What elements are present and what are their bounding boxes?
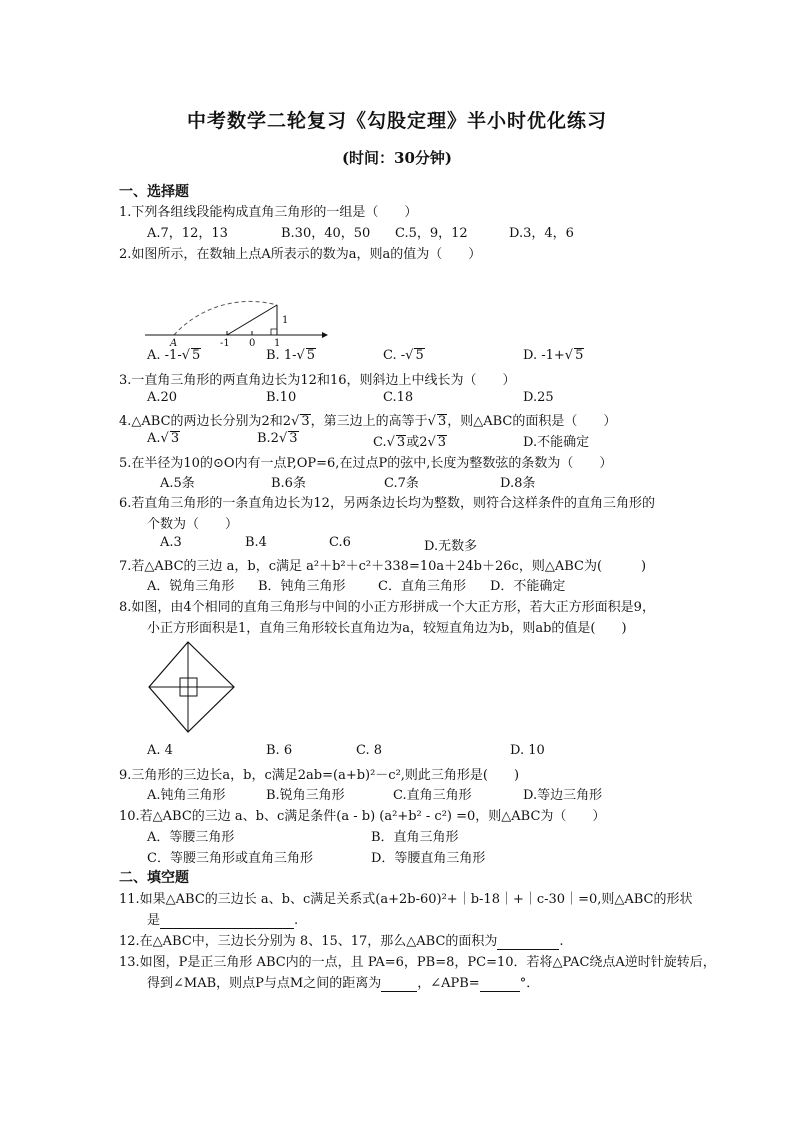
section-fill-heading: 二、填空题	[119, 870, 189, 886]
q4-option-d: D.不能确定	[523, 435, 590, 450]
q9-option-d: D.等边三角形	[523, 788, 603, 803]
q6-option-b: B.4	[245, 535, 267, 550]
q8-option-a: A. 4	[147, 743, 173, 758]
q1-option-b: B.30，40，50	[281, 226, 371, 241]
question-9: 9.三角形的三边长a，b，c满足2ab=(a+b)²－c²,则此三角形是( )	[119, 768, 520, 783]
square-figure	[146, 640, 236, 734]
q6-option-a: A.3	[160, 535, 182, 550]
question-3: 3.一直角三角形的两直角边长为12和16，则斜边上中线长为（ ）	[119, 373, 516, 388]
q3-option-d: D.25	[523, 390, 554, 405]
question-8-line2: 小正方形面积是1，直角三角形较长直角边为a，较短直角边为b，则ab的值是( )	[147, 621, 627, 636]
q9-option-b: B.锐角三角形	[266, 788, 345, 803]
question-13-line2: 得到∠MAB，则点P与点M之间的距离为 ，∠APB= °．	[147, 976, 540, 991]
q10-option-c: C．等腰三角形或直角三角形	[147, 851, 313, 866]
q11-answer-blank[interactable]	[160, 913, 294, 929]
question-4: 4.△ABC的两边长分别为2和2√ 3，第三边上的高等于√ 3，则△ABC的面积是（ ）	[119, 414, 617, 429]
q9-option-c: C.直角三角形	[393, 788, 472, 803]
q5-option-d: D.8条	[500, 476, 536, 491]
label-0: 0	[249, 338, 256, 347]
page-title: 中考数学二轮复习《勾股定理》半小时优化练习	[186, 110, 607, 132]
q4-option-a: A.√ 3	[147, 431, 180, 446]
question-11: 11.如果△ABC的三边长 a、b、c满足关系式(a+2b-60)²+｜b-18｜+｜c-30｜=0,则△ABC的形状	[119, 892, 693, 907]
question-1: 1.下列各组线段能构成直角三角形的一组是（ ）	[119, 205, 418, 220]
question-13: 13.如图，P是正三角形 ABC内的一点，且 PA=6，PB=8，PC=10．若将△PAC绕点A逆时针旋转后，	[119, 955, 716, 970]
question-5: 5.在半径为10的⊙O内有一点P,OP=6,在过点P的弦中,长度为整数弦的条数为（ ）	[119, 456, 613, 471]
q1-option-d: D.3，4，6	[509, 226, 574, 241]
q8-option-c: C. 8	[356, 743, 383, 758]
q7-option-d: D．不能确定	[490, 579, 566, 594]
label-side-1: 1	[282, 315, 289, 326]
arrow-head	[322, 332, 328, 338]
arc-dashed	[174, 301, 277, 335]
q3-option-a: A.20	[147, 390, 178, 405]
q2-option-b: B. 1-√ 5	[266, 348, 316, 363]
question-11-line2: 是 .	[147, 913, 299, 928]
q2-option-a: A. -1-√ 5	[147, 348, 201, 363]
question-12: 12.在△ABC中，三边长分别为 8、15、17，那么△ABC的面积为 .	[119, 934, 564, 949]
q13-distance-blank[interactable]	[381, 976, 417, 992]
q5-option-c: C.7条	[384, 476, 419, 491]
q7-option-b: B．钝角三角形	[258, 579, 346, 594]
label-1: 1	[274, 338, 281, 347]
page-subtitle: (时间：30分钟)	[341, 149, 453, 167]
q12-answer-blank[interactable]	[497, 934, 559, 950]
question-6: 6.若直角三角形的一条直角边长为12，另两条边长均为整数，则符合这样条件的直角三角形的	[119, 496, 655, 511]
question-8: 8.如图，由4个相同的直角三角形与中间的小正方形拼成一个大正方形，若大正方形面积是9，	[119, 600, 655, 615]
q10-option-b: B．直角三角形	[371, 830, 459, 845]
q5-option-a: A.5条	[160, 476, 195, 491]
number-line-figure	[140, 265, 330, 347]
q3-option-c: C.18	[383, 390, 414, 405]
label-A: A	[170, 338, 178, 347]
q7-option-c: C．直角三角形	[378, 579, 466, 594]
question-2: 2.如图所示，在数轴上点A所表示的数为a，则a的值为（ ）	[119, 247, 482, 262]
q2-option-d: D. -1+√ 5	[523, 348, 584, 363]
q6-option-c: C.6	[329, 535, 351, 550]
q9-option-a: A.钝角三角形	[147, 788, 226, 803]
q10-option-a: A．等腰三角形	[147, 830, 235, 845]
q4-option-b: B.2√ 3	[257, 431, 298, 446]
q4-option-c: C.√ 3或2√ 3	[373, 435, 447, 450]
q3-option-b: B.10	[266, 390, 297, 405]
q2-option-c: C. -√ 5	[383, 348, 424, 363]
section-choice-heading: 一、选择题	[119, 184, 189, 200]
hypotenuse	[227, 305, 277, 335]
q8-option-d: D. 10	[510, 743, 545, 758]
q1-option-a: A.7，12，13	[147, 226, 228, 241]
q10-option-d: D．等腰直角三角形	[371, 851, 486, 866]
q7-option-a: A．锐角三角形	[147, 579, 235, 594]
q6-option-d: D.无数多	[424, 539, 478, 554]
right-angle-mark	[271, 329, 277, 335]
question-7: 7.若△ABC的三边 a，b，c满足 a²＋b²＋c²＋338=10a＋24b＋26c，则△ABC为( )	[119, 559, 647, 574]
label-minus-1: -1	[220, 338, 230, 347]
q8-option-b: B. 6	[266, 743, 293, 758]
q13-angle-blank[interactable]	[480, 976, 520, 992]
question-6-line2: 个数为（ ）	[147, 517, 239, 532]
question-10: 10.若△ABC的三边 a、b、c满足条件(a - b) (a²+b² - c²) =0，则△ABC为（ ）	[119, 809, 606, 824]
q1-option-c: C.5，9，12	[395, 226, 468, 241]
q5-option-b: B.6条	[271, 476, 306, 491]
